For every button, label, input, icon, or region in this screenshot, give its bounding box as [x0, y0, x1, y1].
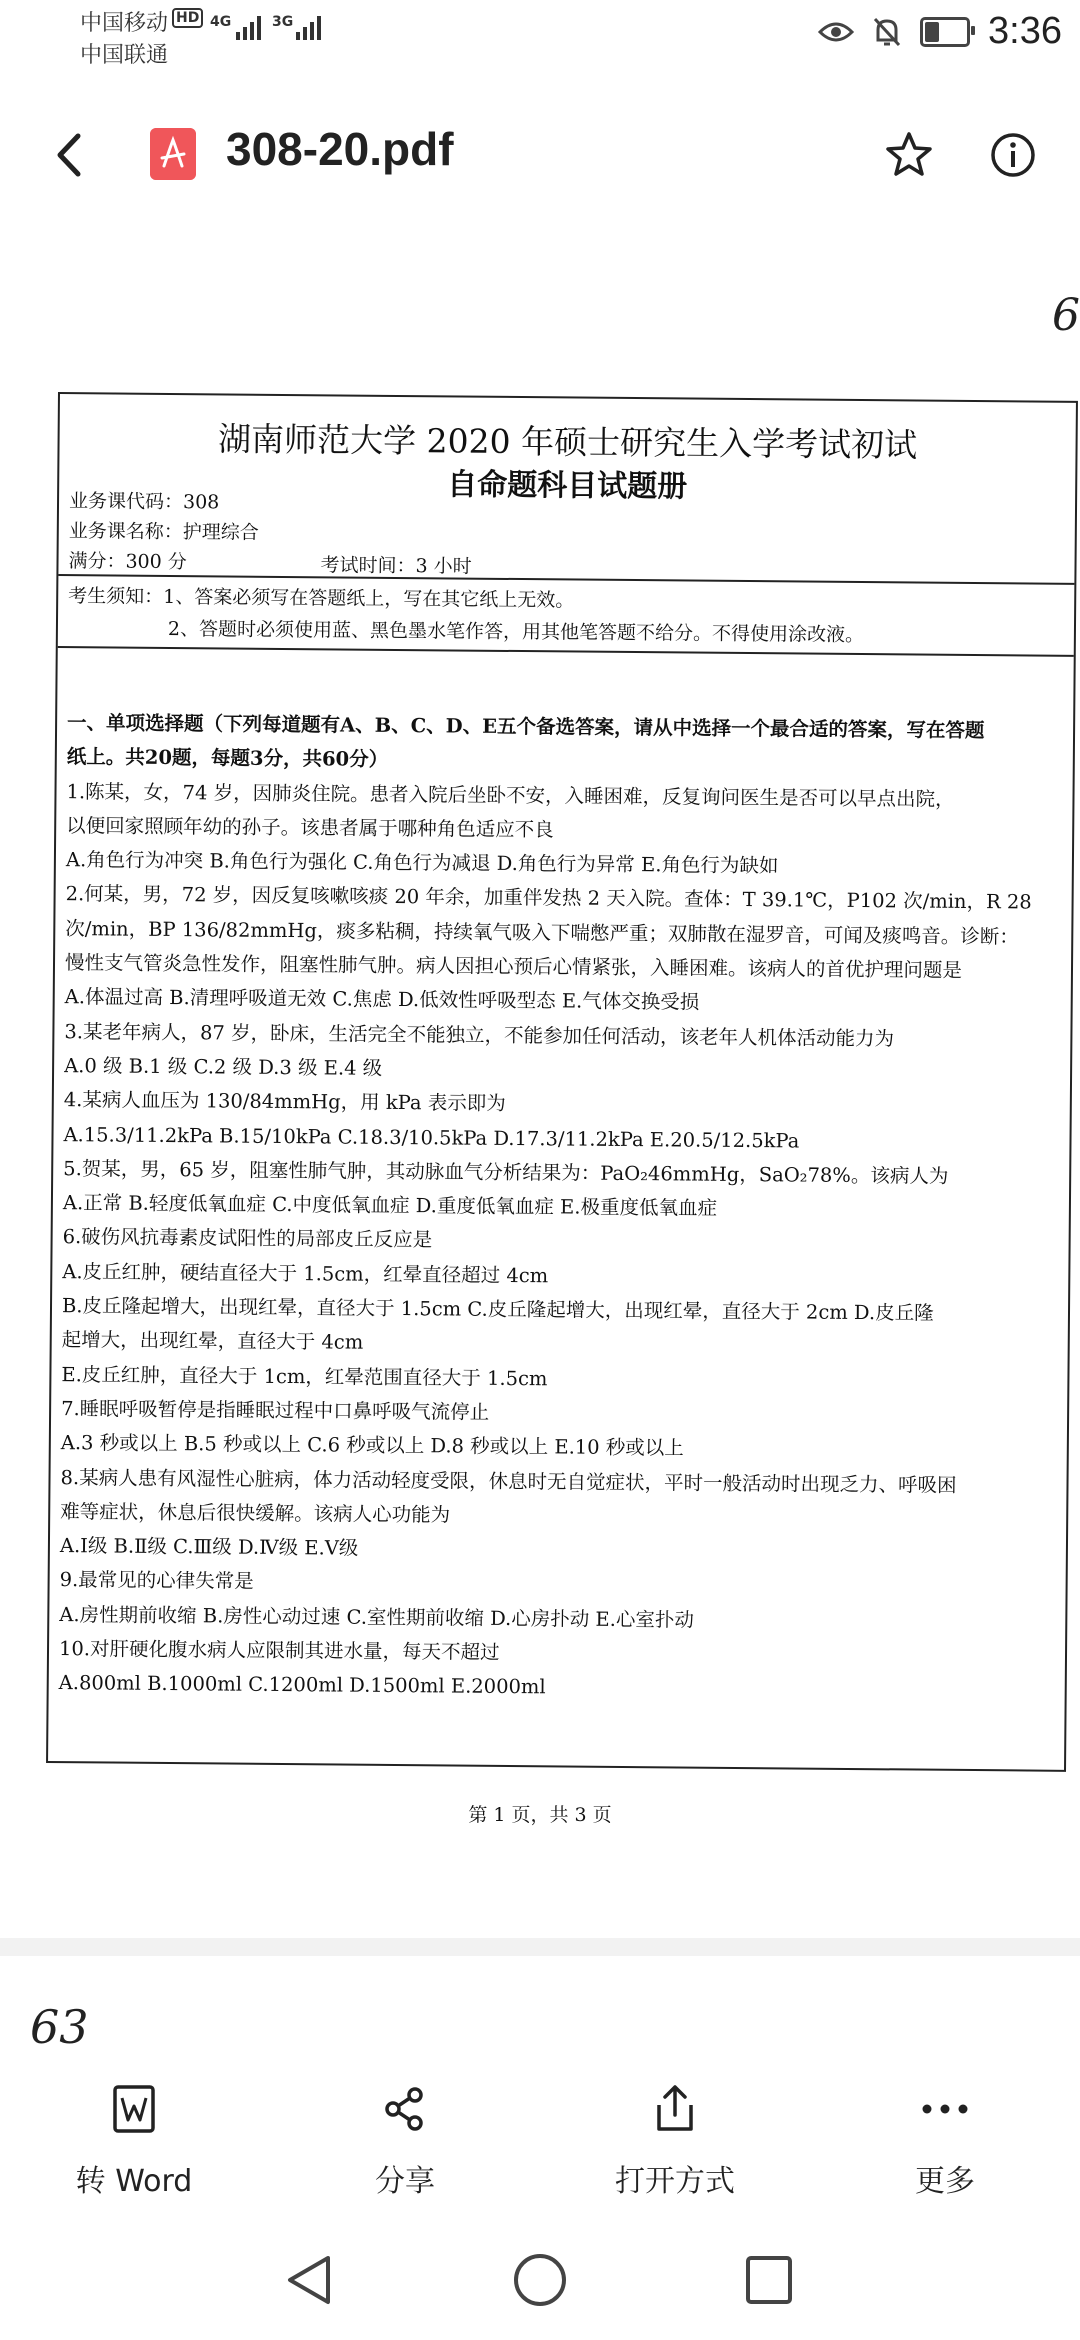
- back-arrow-icon[interactable]: [50, 130, 90, 180]
- system-navigation-bar: [0, 2230, 1080, 2340]
- question-line: 4.某病人血压为 130/84mmHg，用 kPa 表示即为: [63, 1088, 506, 1116]
- question-line: 2.何某，男，72 岁，因反复咳嗽咳痰 20 年余，加重伴发热 2 天入院。查体：T 39.1℃，P102 次/min，R 28: [65, 882, 1032, 915]
- question-list: [59, 706, 1058, 1709]
- question-line: 以便回家照顾年幼的孙子。该患者属于哪种角色适应不良: [66, 813, 554, 842]
- share-button[interactable]: [305, 2080, 505, 2200]
- more-dots-icon: [921, 2103, 969, 2115]
- question-line: 次/min，BP 136/82mmHg，痰多粘稠，持续氧气吸入下喘憋严重；双肺散在湿罗音，可闻及痰鸣音。诊断：: [65, 916, 1019, 949]
- question-line: 10.对肝硬化腹水病人应限制其进水量，每天不超过: [58, 1637, 500, 1664]
- word-doc-icon: [112, 2084, 156, 2134]
- exam-subtitle: 自命题科目试题册: [447, 467, 688, 505]
- question-line: 7.睡眠呼吸暂停是指睡眠过程中口鼻呼吸气流停止: [61, 1397, 490, 1424]
- convert-word-label: 转 Word: [75, 2164, 193, 2199]
- question-line: 6.破伤风抗毒素皮试阳性的局部皮丘反应是: [62, 1225, 433, 1252]
- action-bar: [0, 2080, 1080, 2220]
- option-line: E.皮丘红肿，直径大于 1cm，红晕范围直径大于 1.5cm: [61, 1362, 548, 1390]
- option-line: A.正常 B.轻度低氧血症 C.中度低氧血症 D.重度低氧血症 E.极重度低氧血症: [62, 1191, 718, 1220]
- option-line: 起增大，出现红晕，直径大于 4cm: [61, 1328, 364, 1355]
- option-line: B.皮丘隆起增大，出现红晕，直径大于 1.5cm C.皮丘隆起增大，出现红晕，直径大于 2cm D.皮丘隆: [61, 1294, 934, 1325]
- status-bar: [0, 0, 1080, 70]
- separator: [0, 1938, 1080, 1956]
- exam-title: 湖南师范大学 2020 年硕士研究生入学考试初试: [217, 419, 918, 465]
- option-line: A.房性期前收缩 B.房性心动过速 C.室性期前收缩 D.心房扑动 E.心室扑动: [59, 1602, 695, 1632]
- option-line: A.皮丘红肿，硬结直径大于 1.5cm，红晕直径超过 4cm: [62, 1259, 549, 1288]
- question-line: 难等症状，休息后很快缓解。该病人心功能为: [60, 1499, 451, 1527]
- network-type-1: 4G: [210, 14, 232, 30]
- question-line: 8.某病人患有风湿性心脏病，体力活动轻度受限，休息时无自觉症状，平时一般活动时出现乏力、呼吸困: [60, 1465, 957, 1497]
- nav-recents-icon[interactable]: [744, 2252, 794, 2308]
- course-name: 业务课名称：护理综合: [68, 520, 259, 544]
- page-number: 第 1 页，共 3 页: [468, 1804, 612, 1826]
- title-bar: [0, 100, 1080, 210]
- option-line: A.Ⅰ级 B.Ⅱ级 C.Ⅲ级 D.Ⅳ级 E.Ⅴ级: [59, 1534, 359, 1560]
- question-line: 1.陈某，女，74 岁，因肺炎住院。患者入院后坐卧不安，入睡困难，反复询问医生是否可以早点出院，: [66, 779, 955, 811]
- option-line: A.0 级 B.1 级 C.2 级 D.3 级 E.4 级: [64, 1054, 383, 1080]
- question-line: 慢性支气管炎急性发作，阻塞性肺气肿。病人因担心预后心情紧张，入睡困难。该病人的首优护理问题是: [64, 951, 963, 982]
- more-label: 更多: [915, 2164, 975, 2199]
- pdf-file-icon: [150, 128, 196, 180]
- option-line: A.800ml B.1000ml C.1200ml D.1500ml E.2000ml: [58, 1671, 546, 1699]
- convert-word-button[interactable]: [34, 2080, 234, 2200]
- share-icon: [381, 2085, 429, 2133]
- option-line: A.3 秒或以上 B.5 秒或以上 C.6 秒或以上 D.8 秒或以上 E.10 秒或以上: [60, 1431, 684, 1460]
- eye-icon: [818, 19, 854, 45]
- export-icon: [653, 2083, 697, 2135]
- course-code: 业务课代码：308: [68, 490, 220, 514]
- notice-2: 2、答题时必须使用蓝、黑色墨水笔作答，用其他笔答题不给分。不得使用涂改液。: [167, 617, 865, 647]
- notice-1: 考生须知：1、答案必须写在答题纸上，写在其它纸上无效。: [68, 585, 575, 612]
- star-icon[interactable]: [884, 130, 934, 180]
- handwritten-mark-bottom: 63: [30, 2000, 89, 2054]
- option-line: A.15.3/11.2kPa B.15/10kPa C.18.3/10.5kPa D.17.3/11.2kPa E.20.5/12.5kPa: [63, 1122, 800, 1153]
- more-button[interactable]: [845, 2080, 1045, 2200]
- question-line: 9.最常见的心律失常是: [59, 1568, 254, 1594]
- open-with-label: 打开方式: [615, 2164, 735, 2199]
- handwritten-mark-top: 6: [1052, 290, 1080, 341]
- carrier-secondary: 中国联通: [80, 43, 169, 68]
- info-icon[interactable]: [988, 130, 1038, 180]
- bell-off-icon: [872, 16, 902, 48]
- option-line: A.角色行为冲突 B.角色行为强化 C.角色行为减退 D.角色行为异常 E.角色行为缺如: [65, 848, 779, 878]
- hd-badge: HD: [172, 8, 203, 28]
- battery-icon: [920, 17, 970, 47]
- nav-home-icon[interactable]: [512, 2252, 568, 2308]
- section-heading: 一、单项选择题（下列每道题有A、B、C、D、E五个备选答案，请从中选择一个最合适的答案，写在答题: [67, 711, 985, 743]
- open-with-button[interactable]: [575, 2080, 775, 2200]
- exam-duration: 考试时间：3 小时: [320, 554, 472, 578]
- exam-sheet: [46, 392, 1078, 1772]
- nav-back-icon[interactable]: [284, 2252, 334, 2308]
- question-line: 5.贺某，男，65 岁，阻塞性肺气肿，其动脉血气分析结果为：PaO₂46mmHg，SaO₂78%。该病人为: [63, 1156, 949, 1188]
- section-heading: 纸上。共20题，每题3分，共60分）: [66, 745, 389, 772]
- document-title: 308-20.pdf: [226, 123, 454, 175]
- clock: 3:36: [988, 10, 1062, 52]
- network-type-2: 3G: [272, 14, 294, 30]
- signal-icon: [236, 16, 261, 40]
- share-label: 分享: [375, 2164, 435, 2199]
- signal-icon-2: [296, 16, 321, 40]
- question-line: 3.某老年病人，87 岁，卧床，生活完全不能独立，不能参加任何活动，该老年人机体活动能力为: [64, 1019, 895, 1050]
- carrier-primary: 中国移动: [80, 11, 169, 36]
- full-score: 满分：300 分: [68, 550, 187, 574]
- option-line: A.体温过高 B.清理呼吸道无效 C.焦虑 D.低效性呼吸型态 E.气体交换受损: [64, 985, 700, 1014]
